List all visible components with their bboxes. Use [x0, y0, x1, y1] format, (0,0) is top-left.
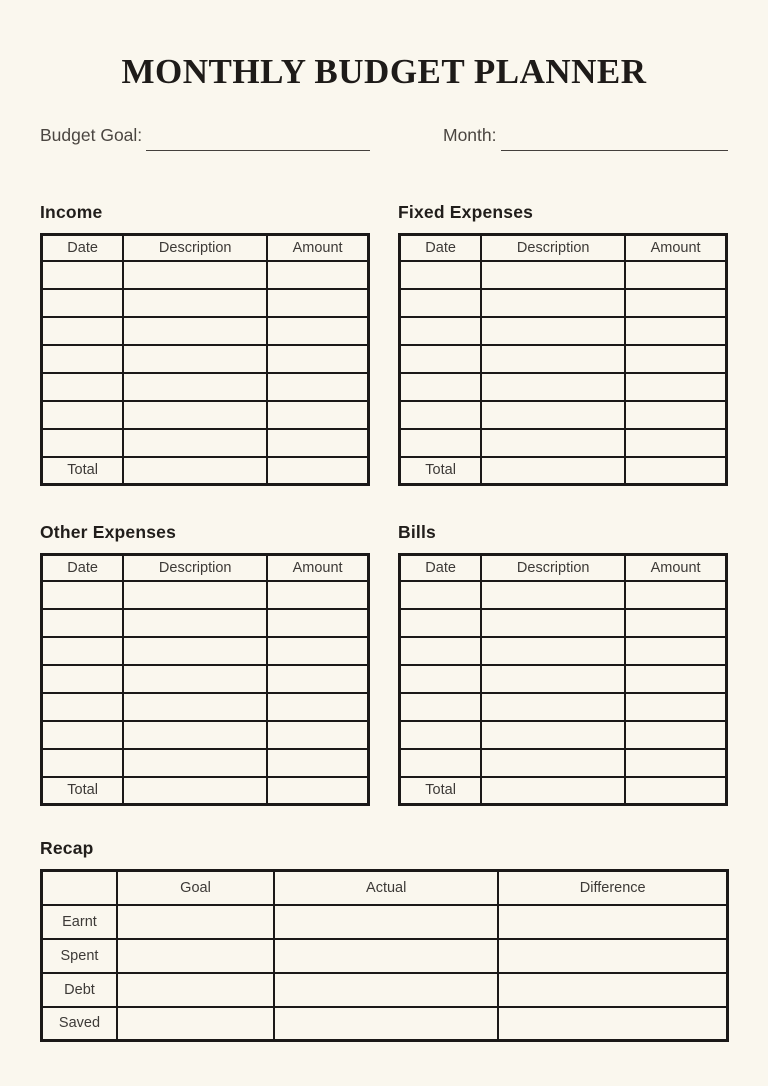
month-blank [501, 116, 729, 151]
recap-actual-cell [274, 905, 498, 939]
empty-row [400, 289, 727, 317]
empty-cell [625, 581, 726, 609]
fixed-expenses-table [398, 233, 728, 486]
empty-cell [400, 581, 482, 609]
total-row [42, 777, 369, 805]
bills-table [398, 553, 728, 806]
empty-cell [42, 373, 124, 401]
total-amount-cell [625, 777, 726, 805]
empty-cell [625, 721, 726, 749]
income-table [40, 233, 370, 486]
empty-cell [400, 637, 482, 665]
col-header-date: Date [400, 555, 482, 581]
col-header-description: Description [481, 555, 625, 581]
col-header-goal: Goal [117, 871, 274, 905]
empty-cell [123, 637, 267, 665]
empty-row [42, 721, 369, 749]
recap-table [40, 869, 729, 1042]
recap-actual-cell [274, 939, 498, 973]
empty-row [42, 693, 369, 721]
empty-cell [481, 429, 625, 457]
section-recap [40, 837, 729, 1042]
empty-cell [42, 749, 124, 777]
recap-goal-cell [117, 973, 274, 1007]
empty-cell [123, 429, 267, 457]
empty-cell [267, 261, 368, 289]
empty-cell [123, 749, 267, 777]
empty-cell [625, 373, 726, 401]
page-title: MONTHLY BUDGET PLANNER [121, 52, 647, 91]
section-recap-title: Recap [40, 838, 94, 858]
empty-cell [123, 581, 267, 609]
total-row [400, 777, 727, 805]
empty-cell [123, 373, 267, 401]
empty-row [42, 261, 369, 289]
empty-row [400, 581, 727, 609]
col-header-actual: Actual [274, 871, 498, 905]
empty-cell [123, 693, 267, 721]
col-header-amount: Amount [625, 555, 726, 581]
empty-row [400, 637, 727, 665]
total-label: Total [400, 777, 482, 805]
empty-cell [42, 345, 124, 373]
empty-cell [481, 721, 625, 749]
recap-row-label: Debt [42, 973, 117, 1007]
col-header-difference: Difference [498, 871, 727, 905]
empty-row [400, 345, 727, 373]
empty-cell [481, 289, 625, 317]
empty-row [42, 581, 369, 609]
empty-cell [267, 581, 368, 609]
month-field [443, 117, 728, 151]
recap-actual-cell [274, 973, 498, 1007]
empty-cell [42, 693, 124, 721]
col-header-date: Date [400, 235, 482, 261]
empty-cell [481, 261, 625, 289]
empty-cell [42, 401, 124, 429]
empty-cell [42, 289, 124, 317]
empty-cell [625, 345, 726, 373]
empty-row [400, 261, 727, 289]
empty-cell [123, 261, 267, 289]
empty-cell [267, 665, 368, 693]
recap-row-earnt [42, 905, 728, 939]
empty-cell [625, 401, 726, 429]
empty-cell [123, 609, 267, 637]
empty-cell [625, 261, 726, 289]
recap-row-label: Saved [42, 1007, 117, 1041]
table-header-row [42, 555, 369, 581]
empty-cell [481, 749, 625, 777]
recap-difference-cell [498, 1007, 727, 1041]
empty-row [400, 721, 727, 749]
empty-cell [400, 317, 482, 345]
total-label: Total [400, 457, 482, 485]
col-header-description: Description [481, 235, 625, 261]
total-description-cell [481, 777, 625, 805]
empty-cell [400, 289, 482, 317]
empty-row [400, 693, 727, 721]
empty-row [42, 401, 369, 429]
empty-row [400, 373, 727, 401]
empty-cell [400, 665, 482, 693]
empty-cell [42, 261, 124, 289]
empty-cell [625, 665, 726, 693]
col-header-description: Description [123, 555, 267, 581]
total-amount-cell [267, 457, 368, 485]
total-label: Total [42, 777, 124, 805]
empty-cell [481, 609, 625, 637]
section-fixed-expenses-title: Fixed Expenses [398, 202, 534, 222]
empty-cell [267, 373, 368, 401]
empty-cell [123, 401, 267, 429]
empty-cell [123, 721, 267, 749]
empty-cell [625, 429, 726, 457]
section-income [40, 201, 370, 486]
recap-goal-cell [117, 905, 274, 939]
empty-row [400, 317, 727, 345]
col-header-amount: Amount [625, 235, 726, 261]
empty-cell [267, 289, 368, 317]
recap-row-debt [42, 973, 728, 1007]
section-fixed-expenses [398, 201, 728, 486]
empty-cell [42, 721, 124, 749]
empty-cell [42, 637, 124, 665]
empty-row [42, 637, 369, 665]
table-header-row [400, 555, 727, 581]
empty-row [42, 749, 369, 777]
empty-cell [400, 609, 482, 637]
empty-cell [400, 721, 482, 749]
recap-difference-cell [498, 939, 727, 973]
total-description-cell [481, 457, 625, 485]
empty-cell [481, 401, 625, 429]
empty-row [42, 345, 369, 373]
empty-row [400, 749, 727, 777]
empty-cell [267, 721, 368, 749]
recap-row-spent [42, 939, 728, 973]
empty-cell [481, 581, 625, 609]
empty-cell [267, 637, 368, 665]
empty-cell [400, 261, 482, 289]
empty-row [42, 429, 369, 457]
empty-cell [267, 749, 368, 777]
table-header-row [400, 235, 727, 261]
recap-row-label: Spent [42, 939, 117, 973]
empty-cell [400, 749, 482, 777]
empty-cell [267, 317, 368, 345]
empty-cell [400, 429, 482, 457]
total-row [400, 457, 727, 485]
empty-cell [123, 345, 267, 373]
section-bills [398, 521, 728, 806]
empty-cell [267, 693, 368, 721]
empty-cell [123, 317, 267, 345]
col-header-date: Date [42, 555, 124, 581]
total-row [42, 457, 369, 485]
empty-cell [625, 289, 726, 317]
empty-cell [625, 749, 726, 777]
empty-cell [42, 429, 124, 457]
empty-cell [481, 345, 625, 373]
col-header-description: Description [123, 235, 267, 261]
total-amount-cell [267, 777, 368, 805]
empty-cell [481, 317, 625, 345]
empty-cell [481, 665, 625, 693]
empty-cell [123, 289, 267, 317]
empty-cell [400, 345, 482, 373]
col-header-amount: Amount [267, 235, 368, 261]
section-bills-title: Bills [398, 522, 436, 542]
empty-row [42, 665, 369, 693]
empty-cell [625, 693, 726, 721]
empty-cell [400, 693, 482, 721]
empty-cell [42, 317, 124, 345]
empty-row [400, 665, 727, 693]
section-other-expenses [40, 521, 370, 806]
recap-row-label: Earnt [42, 905, 117, 939]
empty-cell [481, 693, 625, 721]
recap-difference-cell [498, 973, 727, 1007]
empty-row [400, 609, 727, 637]
empty-row [42, 317, 369, 345]
other-expenses-table [40, 553, 370, 806]
table-header-row [42, 235, 369, 261]
empty-cell [267, 401, 368, 429]
empty-row [42, 373, 369, 401]
empty-cell [42, 581, 124, 609]
empty-cell [481, 373, 625, 401]
empty-cell [123, 665, 267, 693]
recap-goal-cell [117, 1007, 274, 1041]
col-header-date: Date [42, 235, 124, 261]
empty-row [42, 609, 369, 637]
empty-row [400, 401, 727, 429]
col-header-amount: Amount [267, 555, 368, 581]
recap-corner-cell [42, 871, 117, 905]
empty-cell [42, 609, 124, 637]
recap-difference-cell [498, 905, 727, 939]
recap-goal-cell [117, 939, 274, 973]
empty-row [400, 429, 727, 457]
empty-cell [625, 609, 726, 637]
empty-cell [400, 373, 482, 401]
empty-cell [42, 665, 124, 693]
empty-cell [267, 429, 368, 457]
empty-cell [481, 637, 625, 665]
empty-row [42, 289, 369, 317]
section-other-expenses-title: Other Expenses [40, 522, 177, 542]
total-description-cell [123, 777, 267, 805]
recap-actual-cell [274, 1007, 498, 1041]
empty-cell [400, 401, 482, 429]
total-amount-cell [625, 457, 726, 485]
empty-cell [625, 317, 726, 345]
section-income-title: Income [40, 202, 103, 222]
budget-goal-blank [146, 116, 370, 151]
budget-goal-label: Budget Goal: [40, 124, 143, 145]
recap-row-saved [42, 1007, 728, 1041]
empty-cell [267, 345, 368, 373]
total-description-cell [123, 457, 267, 485]
total-label: Total [42, 457, 124, 485]
month-label: Month: [443, 124, 497, 145]
empty-cell [625, 637, 726, 665]
recap-header-row [42, 871, 728, 905]
empty-cell [267, 609, 368, 637]
budget-goal-field [40, 117, 370, 151]
